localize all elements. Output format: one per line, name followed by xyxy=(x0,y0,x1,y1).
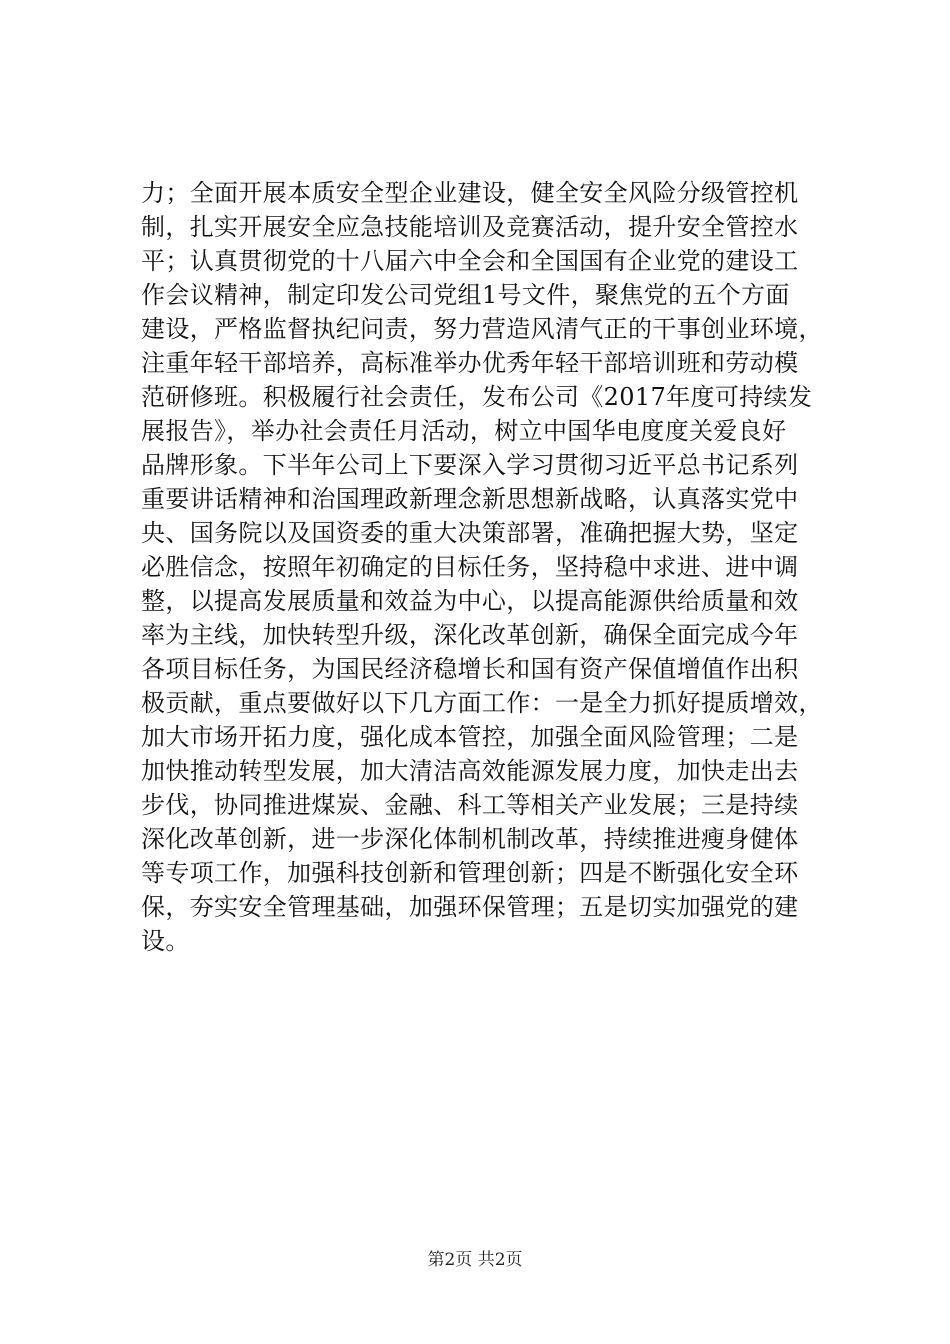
text-line: 加快推动转型发展，加大清洁高效能源发展力度，加快走出去 xyxy=(141,757,799,785)
text-line: 央、国务院以及国资委的重大决策部署，准确把握大势，坚定 xyxy=(141,519,799,547)
text-line: 等专项工作，加强科技创新和管理创新；四是不断强化安全环 xyxy=(141,859,799,887)
text-line: 品牌形象。下半年公司上下要深入学习贯彻习近平总书记系列 xyxy=(141,451,799,479)
text-line: 重要讲话精神和治国理政新理念新思想新战略，认真落实党中 xyxy=(141,485,799,513)
text-line: 注重年轻干部培养，高标准举办优秀年轻干部培训班和劳动模 xyxy=(141,349,799,377)
text-line: 范研修班。积极履行社会责任，发布公司《2017年度可持续发 xyxy=(141,383,813,411)
text-line: 深化改革创新，进一步深化体制机制改革，持续推进瘦身健体 xyxy=(141,825,799,853)
page-number-footer: 第2页 共2页 xyxy=(427,1250,523,1270)
text-line: 力；全面开展本质安全型企业建设，健全安全风险分级管控机 xyxy=(141,179,799,207)
text-line: 平；认真贯彻党的十八届六中全会和全国国有企业党的建设工 xyxy=(141,247,799,275)
text-line: 展报告》，举办社会责任月活动，树立中国华电度度关爱良好 xyxy=(141,417,787,445)
text-line: 极贡献，重点要做好以下几方面工作：一是全力抓好提质增效， xyxy=(141,689,823,717)
text-line: 设。 xyxy=(141,927,190,955)
text-line: 加大市场开拓力度，强化成本管控，加强全面风险管理；二是 xyxy=(141,723,799,751)
text-line: 必胜信念，按照年初确定的目标任务，坚持稳中求进、进中调 xyxy=(141,553,799,581)
text-line: 率为主线，加快转型升级，深化改革创新，确保全面完成今年 xyxy=(141,621,799,649)
text-line: 作会议精神，制定印发公司党组1号文件，聚焦党的五个方面 xyxy=(141,281,790,309)
text-line: 步伐，协同推进煤炭、金融、科工等相关产业发展；三是持续 xyxy=(141,791,799,819)
body-paragraph xyxy=(141,176,841,958)
text-line: 各项目标任务，为国民经济稳增长和国有资产保值增值作出积 xyxy=(141,655,799,683)
text-line: 制，扎实开展安全应急技能培训及竞赛活动，提升安全管控水 xyxy=(141,213,799,241)
text-line: 整，以提高发展质量和效益为中心，以提高能源供给质量和效 xyxy=(141,587,799,615)
text-line: 建设，严格监督执纪问责，努力营造风清气正的干事创业环境， xyxy=(141,315,823,343)
text-line: 保，夯实安全管理基础，加强环保管理；五是切实加强党的建 xyxy=(141,893,799,921)
